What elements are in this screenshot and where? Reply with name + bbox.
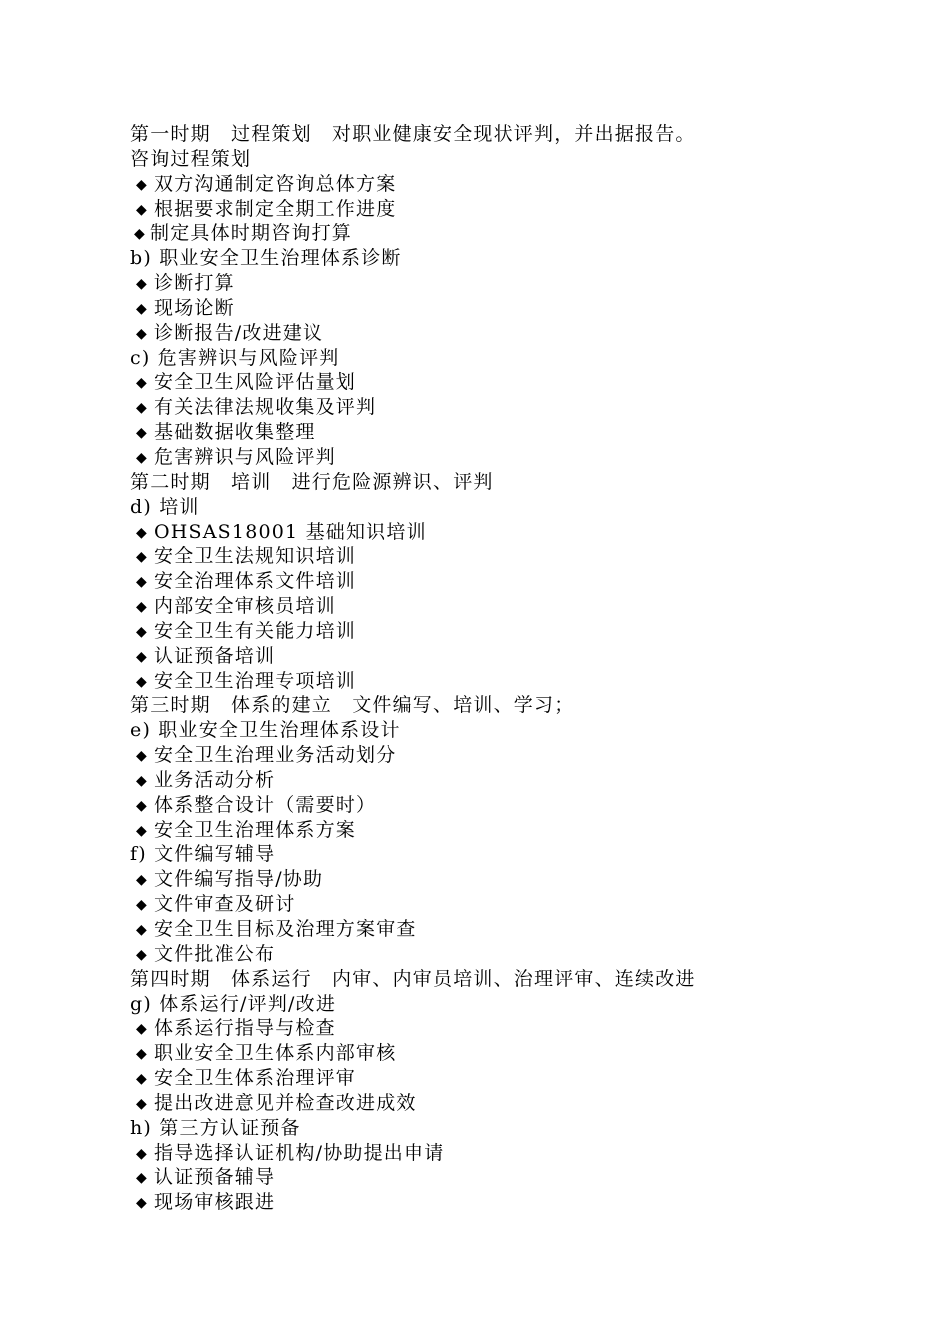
bullet-text: 安全卫生有关能力培训: [154, 619, 357, 642]
bullet-text: 文件审查及研讨: [154, 893, 296, 916]
bullet-item: [130, 271, 830, 296]
bullet-text: 现场论断: [154, 296, 235, 319]
diamond-bullet-icon: ◆: [136, 1071, 148, 1088]
diamond-bullet-icon: ◆: [136, 176, 148, 193]
diamond-bullet-icon: ◆: [136, 1021, 148, 1038]
phase-heading: 第一时期 过程策划 对职业健康安全现状评判，并出据报告。: [130, 123, 696, 145]
diamond-bullet-icon: ◆: [136, 797, 148, 814]
diamond-bullet-icon: ◆: [136, 897, 148, 914]
diamond-bullet-icon: ◆: [136, 748, 148, 765]
section-heading: e) 职业安全卫生治理体系设计: [130, 719, 401, 742]
diamond-bullet-icon: ◆: [136, 599, 148, 616]
bullet-item: [130, 743, 830, 768]
section-heading: b) 职业安全卫生治理体系诊断: [130, 247, 402, 270]
diamond-bullet-icon: ◆: [136, 1095, 148, 1112]
diamond-bullet-icon: ◆: [136, 425, 148, 442]
bullet-text: 安全卫生治理业务活动划分: [154, 744, 397, 767]
line-list: [130, 122, 830, 1215]
bullet-text: 有关法律法规收集及评判: [154, 396, 377, 419]
bullet-item: [130, 321, 830, 346]
bullet-item: [130, 768, 830, 793]
bullet-item: [130, 917, 830, 942]
bullet-item: [130, 395, 830, 420]
bullet-item: [130, 569, 830, 594]
bullet-item: [130, 296, 830, 321]
diamond-bullet-icon: ◆: [136, 300, 148, 317]
diamond-bullet-icon: ◆: [136, 325, 148, 342]
bullet-text: 认证预备培训: [154, 644, 276, 667]
document-page: [130, 122, 830, 1215]
bullet-item: [130, 370, 830, 395]
bullet-text: 体系运行指导与检查: [154, 1017, 336, 1040]
diamond-bullet-icon: ◆: [136, 201, 148, 218]
bullet-item: [130, 619, 830, 644]
bullet-item: [130, 669, 830, 694]
bullet-item: [130, 1190, 830, 1215]
bullet-item: [130, 594, 830, 619]
bullet-text: 安全卫生法规知识培训: [154, 545, 357, 568]
diamond-bullet-icon: ◆: [136, 1145, 148, 1162]
diamond-bullet-icon: ◆: [136, 276, 148, 293]
diamond-bullet-icon: ◆: [136, 922, 148, 938]
bullet-text: OHSAS18001 基础知识培训: [154, 520, 427, 543]
diamond-bullet-icon: ◆: [136, 524, 148, 541]
bullet-text: 内部安全审核员培训: [154, 595, 336, 618]
phase-heading: 第三时期 体系的建立 文件编写、培训、学习；: [130, 694, 575, 717]
bullet-item: [130, 818, 830, 843]
section-heading: d) 培训: [130, 495, 200, 518]
bullet-text: 基础数据收集整理: [154, 421, 316, 444]
bullet-text: 安全卫生治理体系方案: [154, 818, 357, 841]
bullet-item: [130, 644, 830, 669]
section-heading: h) 第三方认证预备: [130, 1116, 301, 1139]
bullet-text: 安全治理体系文件培训: [154, 570, 357, 593]
bullet-text: 双方沟通制定咨询总体方案: [154, 172, 397, 195]
bullet-item: [130, 942, 830, 967]
diamond-bullet-icon: ◆: [136, 1170, 148, 1187]
bullet-text: 根据要求制定全期工作进度: [154, 197, 397, 220]
phase-heading: 第二时期 培训 进行危险源辨识、评判: [130, 470, 494, 493]
bullet-item: [130, 1165, 830, 1190]
bullet-text: 职业安全卫生体系内部审核: [154, 1042, 397, 1065]
phase-heading: 第四时期 体系运行 内审、内审员培训、治理评审、连续改进: [130, 967, 696, 990]
diamond-bullet-icon: ◆: [136, 822, 148, 839]
diamond-bullet-icon: ◆: [136, 623, 148, 640]
bullet-item: [130, 892, 830, 917]
bullet-item: [130, 1041, 830, 1066]
diamond-bullet-icon: ◆: [136, 400, 148, 417]
diamond-bullet-icon: ◆: [136, 574, 148, 591]
bullet-text: 文件编写指导/协助: [154, 868, 324, 891]
bullet-text: 提出改进意见并检查改进成效: [154, 1091, 417, 1114]
diamond-bullet-icon: ◆: [136, 1195, 148, 1212]
bullet-text: 文件批准公布: [154, 942, 276, 965]
bullet-item: [130, 420, 830, 445]
bullet-text: 体系整合设计（需要时）: [154, 793, 377, 816]
bullet-item: [130, 867, 830, 892]
bullet-item: [130, 197, 830, 222]
bullet-item: [130, 172, 830, 197]
bullet-item: [130, 520, 830, 545]
diamond-bullet-icon: ◆: [136, 449, 148, 466]
bullet-text: 危害辨识与风险评判: [154, 445, 336, 468]
bullet-text: 制定具体时期咨询打算: [150, 222, 353, 245]
bullet-text: 认证预备辅导: [154, 1166, 276, 1189]
bullet-text: 现场审核跟进: [154, 1191, 276, 1214]
diamond-bullet-icon: ◆: [134, 226, 146, 243]
bullet-item: [130, 445, 830, 470]
section-heading: 咨询过程策划: [130, 147, 252, 170]
section-heading: f) 文件编写辅导: [130, 843, 276, 866]
bullet-text: 安全卫生治理专项培训: [154, 669, 357, 692]
diamond-bullet-icon: ◆: [136, 946, 148, 963]
bullet-item: [130, 1016, 830, 1041]
bullet-text: 诊断打算: [154, 272, 235, 295]
bullet-text: 指导选择认证机构/协助提出申请: [154, 1141, 445, 1164]
diamond-bullet-icon: ◆: [136, 772, 148, 789]
bullet-item: [130, 544, 830, 569]
section-heading: g) 体系运行/评判/改进: [130, 992, 337, 1015]
bullet-text: 安全卫生目标及治理方案审查: [154, 918, 417, 940]
bullet-item: [130, 793, 830, 818]
diamond-bullet-icon: ◆: [136, 673, 148, 690]
bullet-item: [130, 1066, 830, 1091]
bullet-text: 安全卫生体系治理评审: [154, 1067, 357, 1090]
diamond-bullet-icon: ◆: [136, 1046, 148, 1063]
bullet-item: [130, 1091, 830, 1116]
diamond-bullet-icon: ◆: [136, 648, 148, 665]
bullet-item: [130, 221, 830, 246]
section-heading: c) 危害辨识与风险评判: [130, 346, 340, 369]
bullet-item: [130, 1141, 830, 1166]
bullet-text: 诊断报告/改进建议: [154, 321, 324, 344]
bullet-text: 业务活动分析: [154, 768, 276, 791]
diamond-bullet-icon: ◆: [136, 375, 148, 392]
diamond-bullet-icon: ◆: [136, 872, 148, 889]
bullet-text: 安全卫生风险评估量划: [154, 371, 357, 394]
diamond-bullet-icon: ◆: [136, 549, 148, 566]
